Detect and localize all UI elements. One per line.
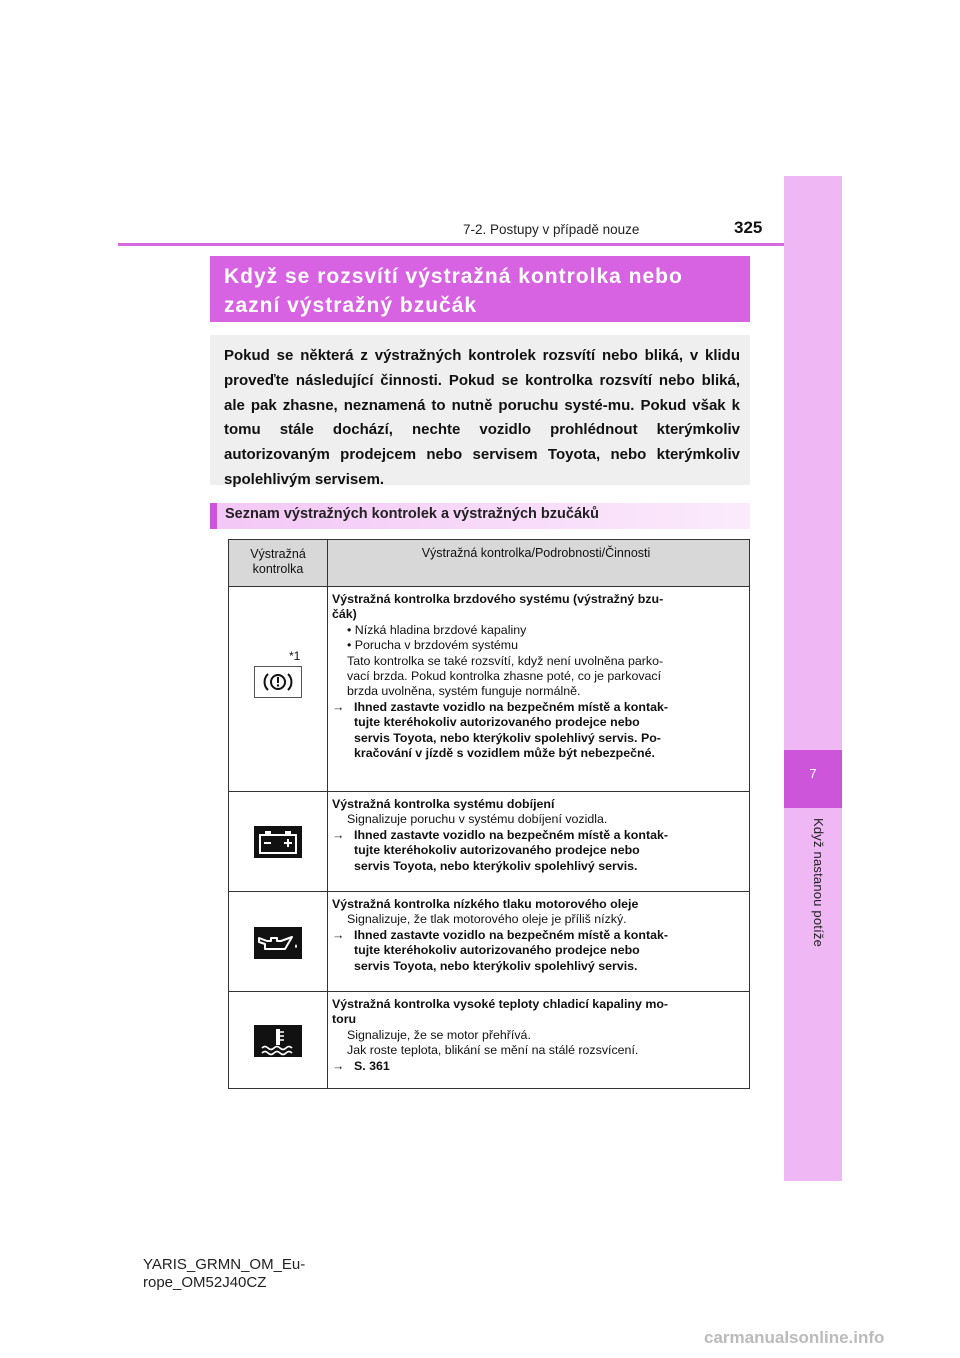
footer-line: YARIS_GRMN_OM_Eu- <box>143 1256 306 1273</box>
action-line: servis Toyota, nebo kterýkoliv spolehlivý servis. <box>354 958 638 973</box>
row-title-cont: čák) <box>332 607 357 622</box>
row-description: Tato kontrolka se také rozsvítí, když není uvolněna parko- <box>347 653 664 668</box>
brake-warning-icon <box>254 666 302 698</box>
row-description: Jak roste teplota, blikání se mění na stálé rozsvícení. <box>347 1043 639 1058</box>
action-line: servis Toyota, nebo kterýkoliv spolehlivý servis. <box>354 858 638 873</box>
description-cell <box>332 891 749 974</box>
header-text-column: Výstražná kontrolka/Podrobnosti/Činnosti <box>421 546 651 560</box>
action-line: tujte kteréhokoliv autorizovaného prodejce nebo <box>354 715 640 730</box>
bullet-item: • Porucha v brzdovém systému <box>347 638 518 653</box>
row-description: Signalizuje, že tlak motorového oleje je příliš nízký. <box>347 912 627 927</box>
table-row <box>229 791 749 892</box>
icon-cell <box>229 991 328 1088</box>
action-line: Ihned zastavte vozidlo na bezpečném místě a kontak- <box>354 699 668 714</box>
row-description: brzda uvolněna, systém funguje normálně. <box>347 684 581 699</box>
page-title-line1: Když se rozsvítí výstražná kontrolka nebo <box>224 265 683 288</box>
action-line: Ihned zastavte vozidlo na bezpečném místě a kontak- <box>354 927 668 942</box>
action-line: tujte kteréhokoliv autorizovaného prodejce nebo <box>354 943 640 958</box>
icon-cell <box>229 791 328 891</box>
bullet-item: • Nízká hladina brzdové kapaliny <box>347 622 527 637</box>
arrow-icon: → <box>332 927 345 942</box>
header-icon-column <box>229 540 328 586</box>
table-header-row <box>229 540 749 587</box>
description-cell <box>332 586 749 761</box>
coolant-temperature-icon <box>254 1025 302 1057</box>
side-strip <box>784 176 842 1181</box>
arrow-icon: → <box>332 827 345 842</box>
page-number: 325 <box>734 218 763 237</box>
page-title <box>210 256 750 322</box>
row-description: Signalizuje, že se motor přehřívá. <box>347 1027 531 1042</box>
action-text <box>332 828 749 874</box>
arrow-icon: → <box>332 1058 345 1073</box>
chapter-label: Když nastanou potíže <box>811 818 826 948</box>
row-description: vací brzda. Pokud kontrolka zhasne poté, co je parkovací <box>347 669 662 684</box>
table-row <box>229 891 749 992</box>
action-text <box>332 700 749 762</box>
action-line: servis Toyota, nebo kterýkoliv spolehlivý servis. Po- <box>354 730 661 745</box>
icon-cell <box>229 586 328 791</box>
description-cell <box>332 991 749 1074</box>
warning-table <box>228 539 750 1089</box>
action-line: Ihned zastavte vozidlo na bezpečném místě a kontak- <box>354 827 668 842</box>
subheading: Seznam výstražných kontrolek a výstražných bzučáků <box>210 503 750 529</box>
page-reference-link[interactable]: S. 361 <box>354 1058 390 1073</box>
table-row <box>229 991 749 1088</box>
footer <box>143 1256 305 1292</box>
row-description: Signalizuje poruchu v systému dobíjení vozidla. <box>347 812 608 827</box>
row-title-cont: toru <box>332 1012 357 1027</box>
row-title: Výstražná kontrolka brzdového systému (výstražný bzu- <box>332 592 664 606</box>
row-title: Výstražná kontrolka systému dobíjení <box>332 797 555 811</box>
header-icon-line1: Výstražná <box>250 547 306 561</box>
intro-paragraph: Pokud se některá z výstražných kontrolek rozsvítí nebo bliká, v klidu proveďte následující činnosti. Pokud se kontrolka rozsvítí nebo bliká, ale pak zhasne, neznamená to nutně poruchu systé-mu. Pokud však k tomu stále dochází, nechte vozidlo prohlédnout kterýmkoliv autorizovaným prodejcem nebo servisem Toyota, nebo kterýmkoliv spolehlivým servisem. <box>210 335 750 485</box>
watermark: carmanualsonline.info <box>704 1328 885 1347</box>
battery-charging-icon <box>254 826 302 858</box>
header-icon-line2: kontrolka <box>252 562 304 576</box>
row-title: Výstražná kontrolka vysoké teploty chladicí kapaliny mo- <box>332 997 669 1011</box>
action-text <box>332 1059 749 1074</box>
row-title: Výstražná kontrolka nízkého tlaku motorového oleje <box>332 897 639 911</box>
action-text <box>332 928 749 974</box>
oil-pressure-icon <box>254 927 302 959</box>
action-line: kračování v jízdě s vozidlem může být nebezpečné. <box>354 746 655 761</box>
icon-cell <box>229 891 328 991</box>
action-line: tujte kteréhokoliv autorizovaného prodejce nebo <box>354 843 640 858</box>
footnote-marker: *1 <box>289 649 301 663</box>
description-cell <box>332 791 749 874</box>
footer-line: rope_OM52J40CZ <box>143 1274 267 1291</box>
header-rule <box>118 243 784 246</box>
arrow-icon: → <box>332 699 345 714</box>
page-title-line2: zazní výstražný bzučák <box>224 294 478 317</box>
section-title: 7-2. Postupy v případě nouze <box>463 222 640 237</box>
chapter-number: 7 <box>809 766 817 781</box>
table-row <box>229 586 749 792</box>
